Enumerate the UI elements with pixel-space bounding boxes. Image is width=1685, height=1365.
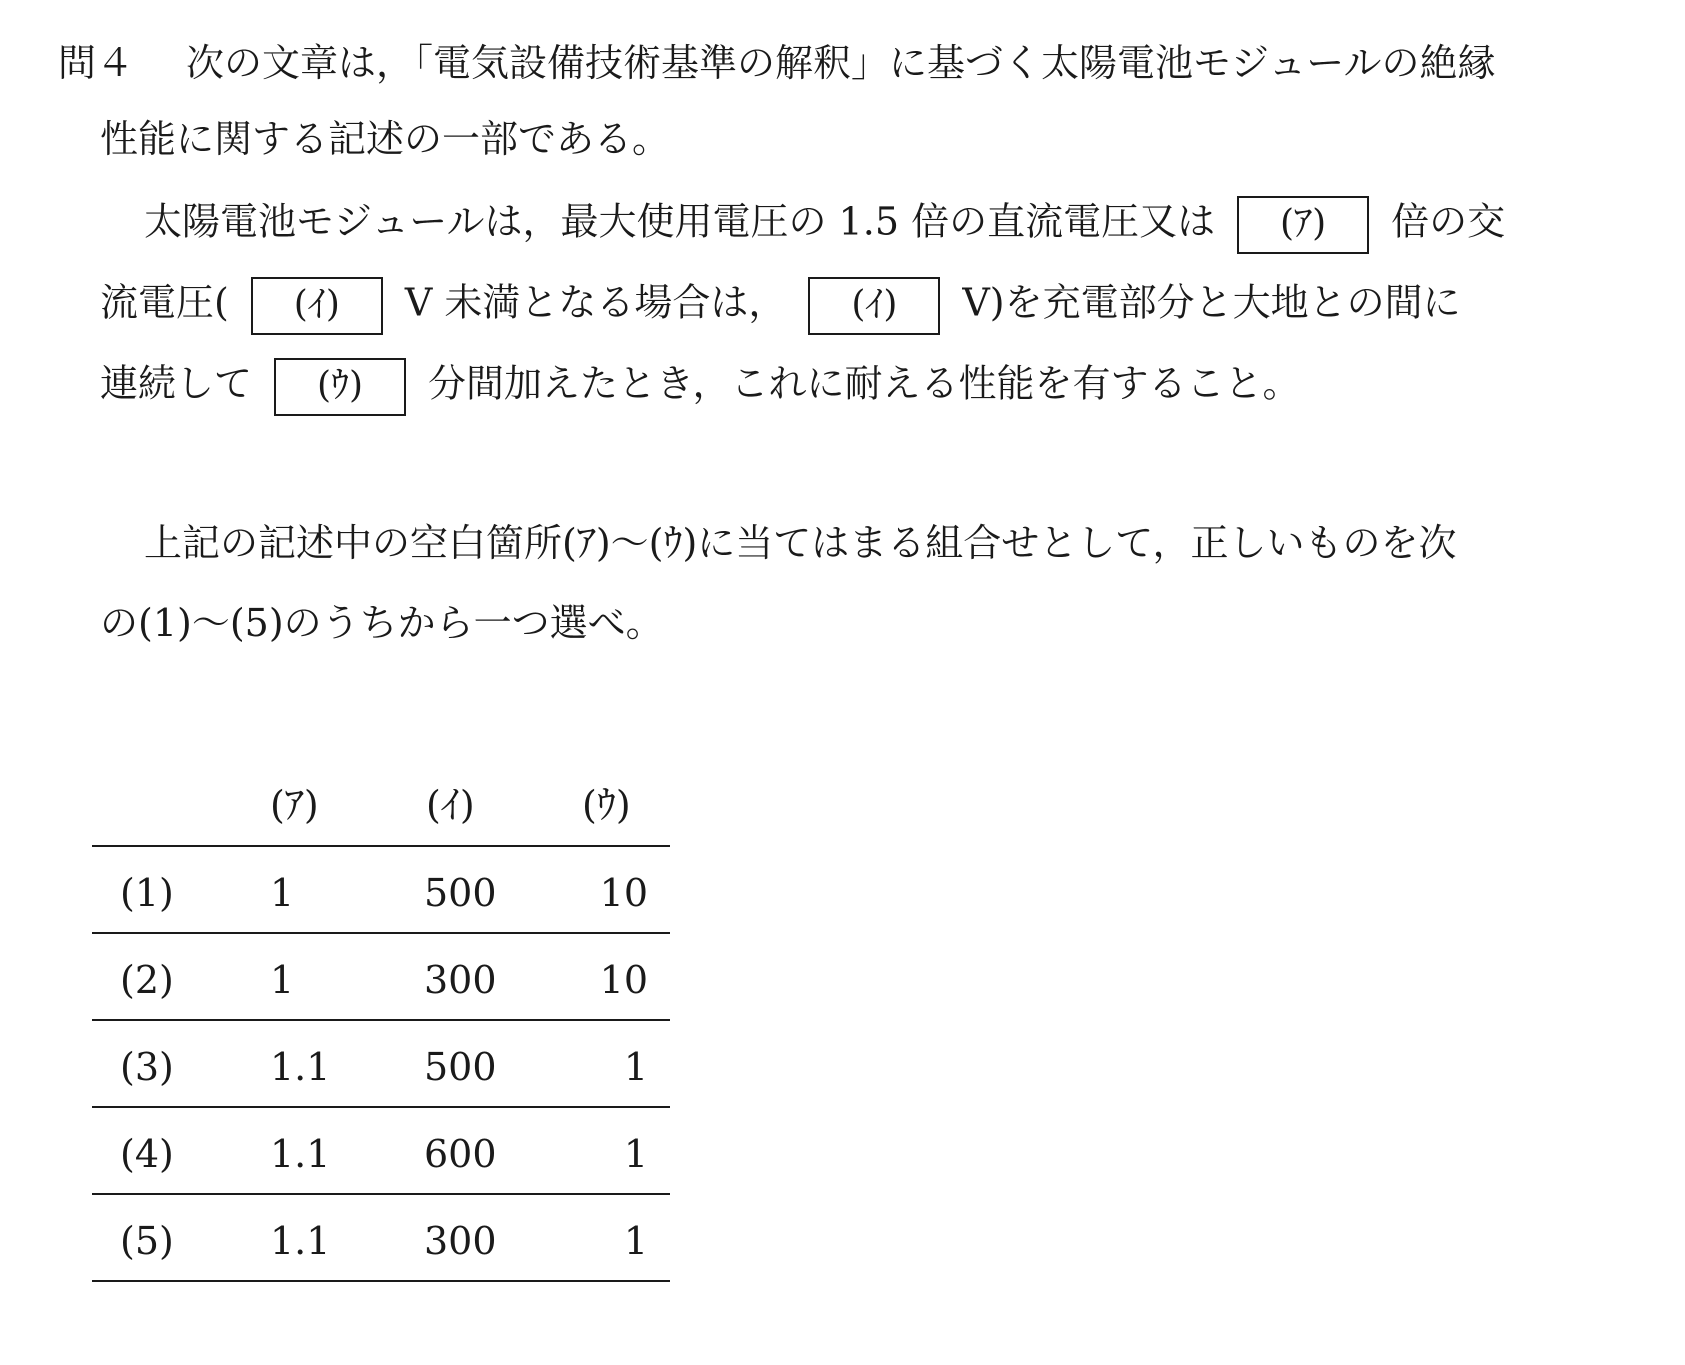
table-row-2-a: 1 (270, 958, 295, 1002)
blank-a-box: (ｱ) (1237, 196, 1369, 254)
table-row-5-choice: (5) (120, 1219, 174, 1263)
table-row-3-u: 1 (623, 1045, 648, 1089)
table-rule (92, 1280, 670, 1282)
passage-line-1 (144, 196, 1505, 246)
table-row-5-u: 1 (623, 1219, 648, 1263)
table-row-2-i: 300 (424, 958, 497, 1002)
table-row-4-a: 1.1 (270, 1132, 331, 1176)
instruction-line-2: の(1)～(5)のうちから一つ選べ。 (100, 601, 664, 645)
table-row-3-a: 1.1 (270, 1045, 331, 1089)
passage-text-2b: V 未満となる場合は， (404, 280, 787, 325)
table-row-1-choice: (1) (120, 871, 174, 915)
passage-text-1a: 太陽電池モジュールは，最大使用電圧の 1.5 倍の直流電圧又は (144, 199, 1216, 244)
table-rule (92, 932, 670, 934)
passage-line-3 (100, 358, 1301, 408)
question-stem-line-1 (58, 38, 1496, 88)
table-rule (92, 1019, 670, 1021)
table-rule (92, 1106, 670, 1108)
passage-text-1b: 倍の交 (1391, 199, 1506, 244)
passage-text-2c: V)を充電部分と大地との間に (962, 280, 1461, 325)
question-number: 問４ (58, 41, 135, 85)
table-row-3-i: 500 (424, 1045, 497, 1089)
blank-u-box: (ｳ) (274, 358, 406, 416)
blank-i-box-2: (ｲ) (808, 277, 940, 335)
table-row-1-i: 500 (424, 871, 497, 915)
table-row-4-choice: (4) (120, 1132, 174, 1176)
table-row-2-u: 10 (599, 958, 648, 1002)
table-row-2-choice: (2) (120, 958, 174, 1002)
table-rule (92, 845, 670, 847)
table-row-4-u: 1 (623, 1132, 648, 1176)
table-row-1-a: 1 (270, 871, 295, 915)
table-rule (92, 1193, 670, 1195)
table-row-4-i: 600 (424, 1132, 497, 1176)
table-row-3-choice: (3) (120, 1045, 174, 1089)
question-stem-line-2: 性能に関する記述の一部である。 (100, 117, 671, 161)
passage-text-3a: 連続して (100, 361, 253, 406)
passage-line-2 (100, 277, 1461, 327)
blank-i-box-1: (ｲ) (251, 277, 383, 335)
table-header-a: (ｱ) (270, 783, 319, 827)
table-header-i: (ｲ) (426, 783, 475, 827)
question-stem-text-1: 次の文章は，「電気設備技術基準の解釈」に基づく太陽電池モジュールの絶縁 (186, 41, 1496, 85)
instruction-line-1: 上記の記述中の空白箇所(ｱ)～(ｳ)に当てはまる組合せとして，正しいものを次 (144, 521, 1457, 565)
table-row-1-u: 10 (599, 871, 648, 915)
table-row-5-i: 300 (424, 1219, 497, 1263)
table-header-u: (ｳ) (582, 783, 631, 827)
passage-text-2a: 流電圧( (100, 280, 229, 325)
table-row-5-a: 1.1 (270, 1219, 331, 1263)
passage-text-3b: 分間加えたとき，これに耐える性能を有すること。 (428, 361, 1301, 406)
